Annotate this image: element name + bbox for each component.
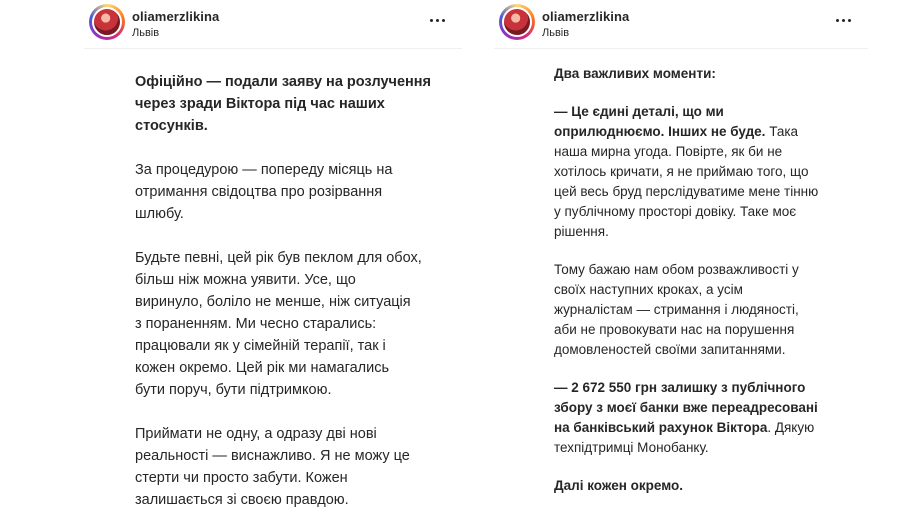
caption-line: кожен окремо. Цей рік ми намагались [135, 360, 390, 376]
caption-line: шлюбу. [135, 206, 184, 222]
caption-paragraph [554, 260, 818, 360]
more-options-icon[interactable] [834, 13, 854, 27]
caption-bold-run: на банківський рахунок Віктора [554, 420, 768, 435]
caption-line: домовленостей своїми запитаннями. [554, 342, 786, 357]
caption-paragraph [554, 476, 818, 496]
caption-line: через зради Віктора під час наших [135, 96, 385, 112]
avatar[interactable] [502, 7, 532, 37]
story-ring[interactable] [89, 4, 125, 40]
caption-line: Два важливих моменти: [554, 66, 716, 81]
caption-paragraph [554, 64, 818, 84]
username-link[interactable]: oliamerzlikina [542, 9, 630, 24]
location-link[interactable]: Львів [132, 27, 160, 39]
caption-line: Будьте певні, цей рік був пеклом для обох, [135, 250, 422, 266]
caption-line: Далі кожен окремо. [554, 478, 684, 493]
location-link[interactable]: Львів [542, 27, 570, 39]
caption-line: стосунків. [135, 118, 208, 134]
post-caption [494, 64, 868, 514]
caption-paragraph [135, 423, 412, 511]
more-options-icon[interactable] [428, 13, 448, 27]
caption-line: Тому бажаю нам обом розважливості у [554, 262, 799, 277]
avatar[interactable] [92, 7, 122, 37]
caption-paragraph [554, 378, 818, 458]
caption-line: — 2 672 550 грн залишку з публічного [554, 380, 806, 395]
caption-line: більш ніж можна уявити. Усе, що [135, 272, 356, 288]
caption-line: рішення. [554, 224, 609, 239]
caption-line: працювали як у сімейній терапії, так і [135, 338, 386, 354]
caption-line: хотілось кричати, я не приймаю того, що [554, 164, 809, 179]
caption-line: За процедурою — попереду місяць на [135, 162, 393, 178]
caption-line: цей весь бруд перслідуватиме мене тінню [554, 184, 819, 199]
username-link[interactable]: oliamerzlikina [132, 9, 220, 24]
caption-paragraph [135, 71, 431, 137]
post-card-right [494, 0, 868, 518]
story-ring[interactable] [499, 4, 535, 40]
caption-line: техпідтримці Монобанку. [554, 440, 709, 455]
caption-line: з пораненням. Ми чесно старались: [135, 316, 377, 332]
caption-line: у публічному просторі довіку. Таке моє [554, 204, 797, 219]
caption-line: стерти чи просто забути. Кожен [135, 470, 348, 486]
caption-line: наша мирна угода. Повірте, як би не [554, 144, 783, 159]
caption-line [554, 122, 818, 142]
caption-line: журналістам — стримання і людяності, [554, 302, 799, 317]
caption-line: Приймати не одну, а одразу дві нові [135, 426, 377, 442]
caption-line: — Це єдині деталі, що ми [554, 104, 724, 119]
caption-line: збору з моєї банки вже переадресовані [554, 400, 818, 415]
caption-paragraph [554, 102, 818, 242]
caption-bold-run: оприлюднюємо. Інших не буде. [554, 124, 766, 139]
caption-run: Така [765, 124, 799, 139]
caption-line: бути поруч, бути підтримкою. [135, 382, 332, 398]
caption-line: виринуло, боліло не менше, ніж ситуація [135, 294, 411, 310]
caption-paragraph [135, 247, 422, 401]
caption-line: Офіційно — подали заяву на розлучення [135, 74, 431, 90]
post-header [494, 0, 868, 49]
post-caption [84, 71, 462, 518]
caption-run: . Дякую [767, 420, 815, 435]
caption-paragraph [135, 159, 412, 225]
caption-line: аби не провокувати нас на порушення [554, 322, 795, 337]
caption-line: своїх наступних кроках, а усім [554, 282, 743, 297]
caption-line: отримання свідоцтва про розірвання [135, 184, 383, 200]
post-header [84, 0, 462, 49]
caption-line: реальності — виснажливо. Я не можу це [135, 448, 410, 464]
caption-line: залишається зі своєю правдою. [135, 492, 349, 508]
post-card-left [84, 0, 462, 518]
caption-line [554, 418, 818, 438]
